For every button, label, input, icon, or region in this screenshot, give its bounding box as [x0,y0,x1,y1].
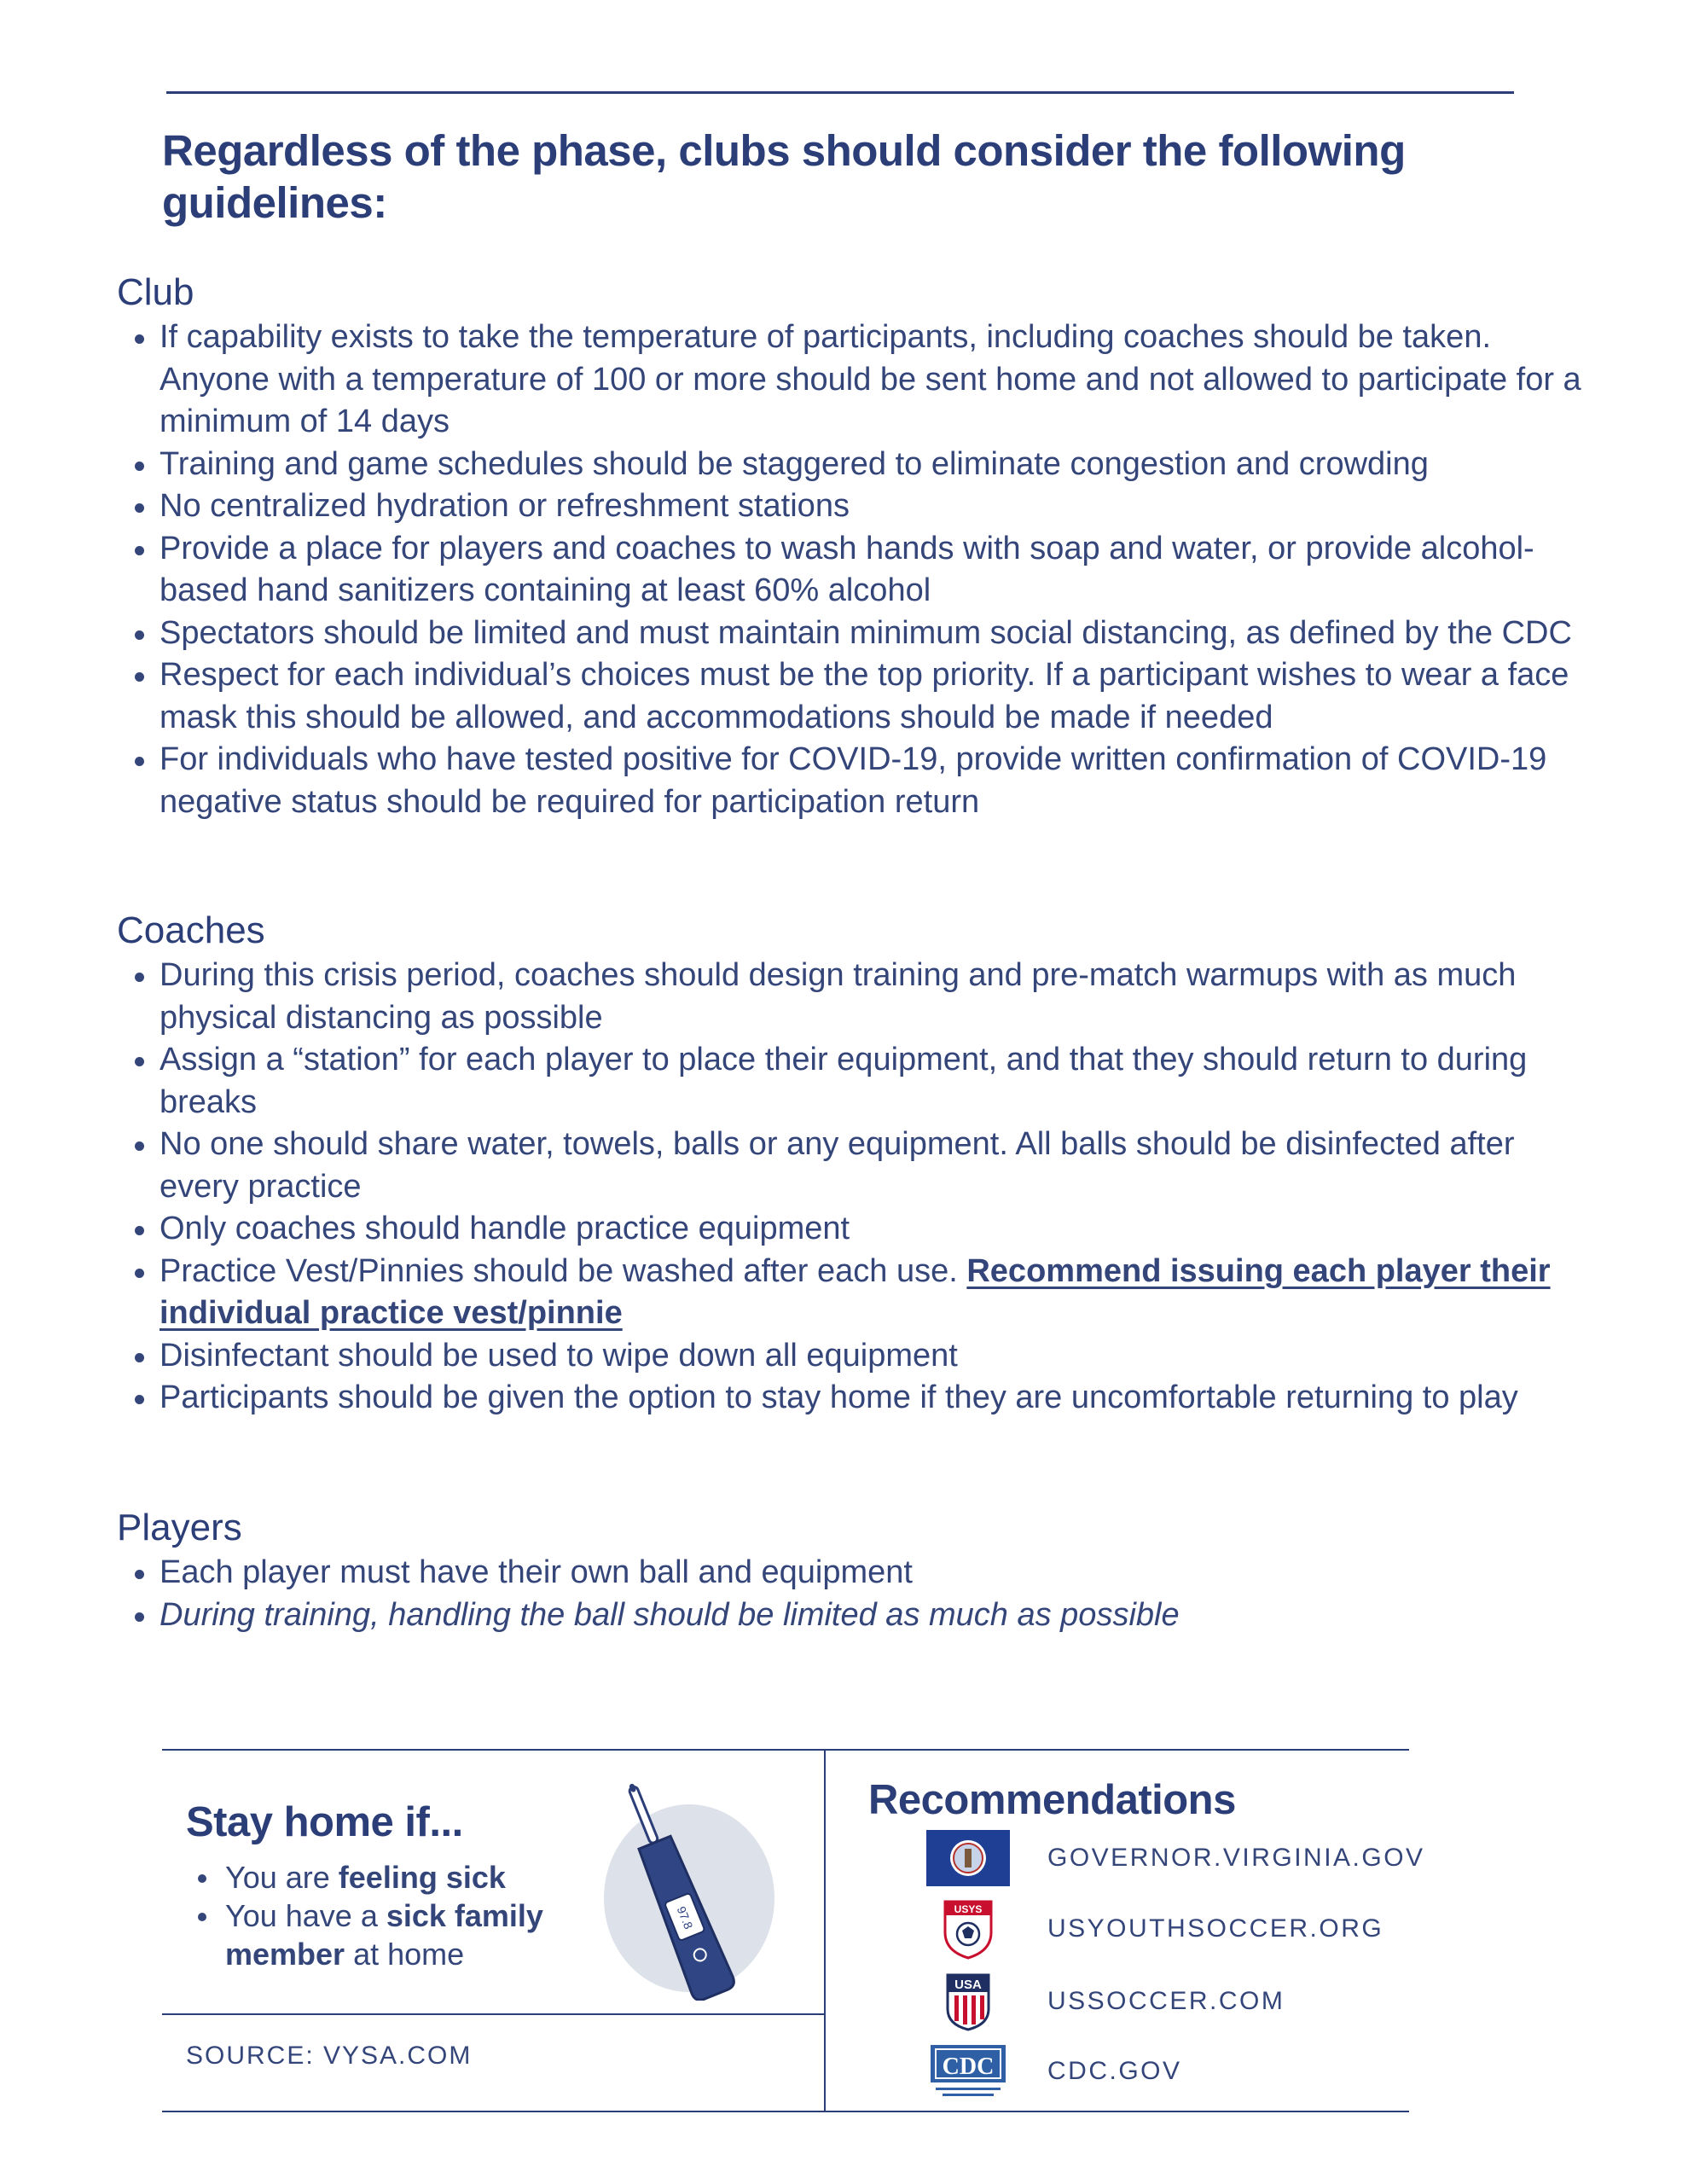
recommendations-title: Recommendations [868,1777,1236,1823]
usys-crest-icon [925,1899,1011,1959]
stay-home-item-emphasis: feeling sick [338,1860,506,1895]
footer-bottom-rule [162,2111,1409,2112]
thermometer-icon [589,1770,776,2001]
list-item: Respect for each individual’s choices must be the top priority. If a participant wishes to wear a face mask this should be allowed, and accommodations should be made if needed [117,654,1584,739]
footer-top-rule [162,1749,1409,1751]
recommendation-row[interactable] [925,1899,1437,1962]
recommendation-link[interactable]: USSOCCER.COM [1047,1987,1285,2015]
top-divider [166,91,1514,94]
recommendation-row[interactable] [925,1828,1437,1891]
ussoccer-crest-icon [925,1972,1011,2031]
stay-home-item-text: at home [345,1937,465,1972]
source-credit: SOURCE: VYSA.COM [186,2042,473,2070]
coaches-section-title: Coaches [117,909,265,951]
usys-logo-text: USYS [954,1903,983,1915]
list-item: Training and game schedules should be staggered to eliminate congestion and crowding [117,444,1584,486]
list-item: During training, handling the ball should be limited as much as possible [117,1594,1584,1637]
cdc-logo-icon [925,2042,1011,2101]
list-item: During this crisis period, coaches should design training and pre-match warmups with as much physical distancing as possible [117,955,1584,1039]
list-item: For individuals who have tested positive for COVID-19, provide written confirmation of COVID-19 negative status should be required for participation return [117,739,1584,823]
players-guidelines-list [117,1552,1584,1636]
cdc-logo-text: CDC [942,2053,995,2080]
footer-column-divider [824,1749,826,2112]
vest-item-text: Practice Vest/Pinnies should be washed after each use. [160,1252,958,1289]
list-item [117,1251,1584,1335]
vest-recommendation-link[interactable]: Recommend issuing each player their individual practice vest/pinnie [160,1252,1551,1331]
list-item: Only coaches should handle practice equipment [117,1208,1584,1251]
list-item: No one should share water, towels, balls or any equipment. All balls should be disinfected after every practice [117,1124,1584,1208]
recommendation-row[interactable] [925,2042,1437,2105]
virginia-flag-icon [925,1828,1011,1888]
list-item: If capability exists to take the temperature of participants, including coaches should be taken. Anyone with a temperature of 100 or more should be sent home and not allowed to participate for a minimum of 14 days [117,317,1584,444]
list-item: Provide a place for players and coaches to wash hands with soap and water, or provide alcohol-based hand sanitizers containing at least 60% alcohol [117,528,1584,613]
recommendation-link[interactable]: GOVERNOR.VIRGINIA.GOV [1047,1844,1425,1872]
list-item: Participants should be given the option to stay home if they are uncomfortable returning to play [117,1377,1584,1420]
recommendation-link[interactable]: CDC.GOV [1047,2057,1182,2085]
players-section-title: Players [117,1507,242,1548]
thermometer-reading: 97.8 [674,1904,696,1931]
coaches-section [117,907,1584,1420]
list-item [186,1858,612,1896]
recommendation-link[interactable]: USYOUTHSOCCER.ORG [1047,1914,1384,1943]
stay-home-item-emphasis: sick family member [225,1898,543,1972]
stay-home-list [186,1858,612,1973]
club-guidelines-list [117,317,1584,823]
list-item: Each player must have their own ball and equipment [117,1552,1584,1594]
club-section-title: Club [117,271,194,313]
players-section [117,1504,1584,1636]
stay-home-title: Stay home if... [186,1799,463,1845]
club-section [117,269,1584,823]
footer-mid-rule [162,2013,824,2015]
stay-home-item-text: You are [225,1860,339,1895]
list-item: Spectators should be limited and must maintain minimum social distancing, as defined by the CDC [117,613,1584,655]
list-item [186,1896,612,1973]
list-item: No centralized hydration or refreshment stations [117,485,1584,528]
ussoccer-logo-text: USA [954,1978,982,1992]
coaches-guidelines-list [117,955,1584,1420]
recommendation-row[interactable] [925,1972,1437,2035]
list-item: Disinfectant should be used to wipe down all equipment [117,1335,1584,1378]
list-item: Assign a “station” for each player to place their equipment, and that they should return to during breaks [117,1039,1584,1124]
page-heading: Regardless of the phase, clubs should consider the following guidelines: [162,126,1406,227]
stay-home-item-text: You have a [225,1898,386,1933]
